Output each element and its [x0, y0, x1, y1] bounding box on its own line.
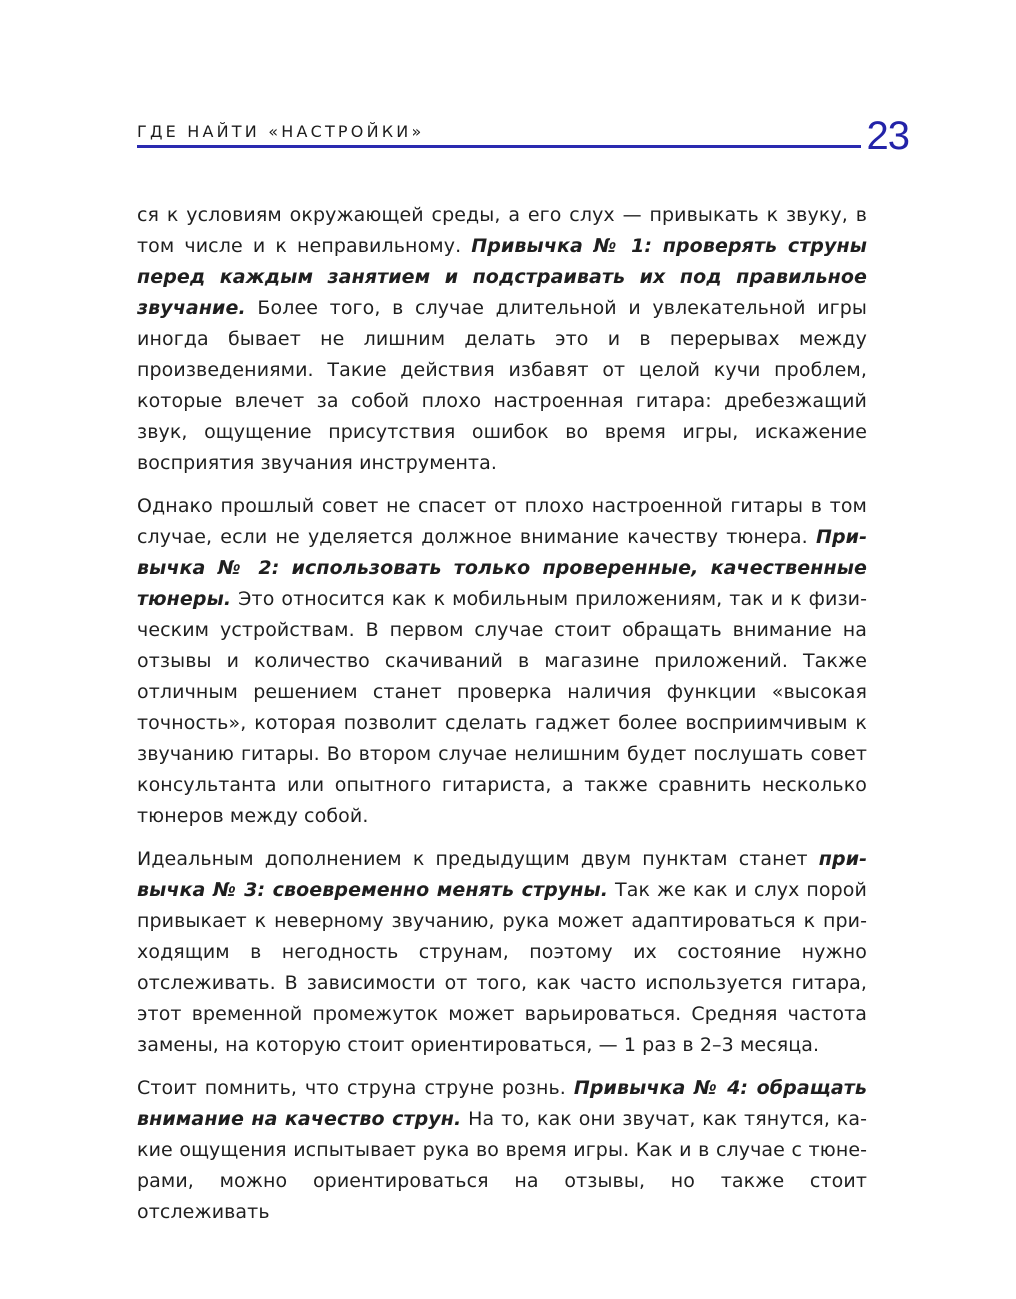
- paragraph: [137, 1073, 867, 1228]
- page-header: [137, 114, 909, 158]
- paragraph-text: Это относится как к мобильным приложениям, так и к физическим устройствам. В первом случае стоит обращать внимание на отзывы и количество скачиваний в магазине приложений. Также отличным решением станет проверка наличия функции «высокая точность», которая позволит сделать гаджет более восприимчивым к звучанию гитары. Во втором случае нелишним будет послушать совет консультанта или опытного гитариста, а также сравнить несколько тюнеров между собой.: [137, 588, 867, 827]
- habit-highlight: привычка № 3: своевременно менять струны.: [137, 848, 867, 901]
- paragraph-text: Более того, в случае длительной и увлекательной игры иногда бывает не лишним делать это и в перерывах между произведениями. Такие действия избавят от целой кучи проблем, которые влечет за собой плохо настроенная гитара: дребезжащий звук, ощущение присутствия ошибок во время игры, искажение восприятия звучания инструмента.: [137, 297, 867, 474]
- habit-highlight: Привычка № 4: обращать внимание на качество струн.: [137, 1077, 867, 1130]
- body-text: [137, 200, 867, 1240]
- paragraph-text: Так же как и слух порой привыкает к неверному звучанию, рука может адаптироваться к приходящим в негодность струнам, поэтому их состояние нужно отслеживать. В зависимости от того, как часто используется гитара, этот временной промежуток может варьироваться. Средняя частота замены, на которую стоит ориентироваться, — 1 раз в 2–3 месяца.: [137, 879, 867, 1056]
- page-number: 23: [866, 114, 909, 158]
- paragraph-text: Однако прошлый совет не спасет от плохо настроенной гитары в том случае, если не уделяется должное внимание качеству тюнера.: [137, 495, 867, 548]
- running-head: ГДЕ НАЙТИ «НАСТРОЙКИ»: [137, 122, 425, 141]
- habit-highlight: Привычка № 1: проверять струны перед каждым занятием и подстраивать их под правильное звучание.: [137, 235, 867, 319]
- paragraph-text: Стоит помнить, что струна струне рознь.: [137, 1077, 574, 1099]
- paragraph-text: ся к условиям окружающей среды, а его слух — привыкать к звуку, в том числе и к неправильному.: [137, 204, 867, 257]
- paragraph: [137, 200, 867, 479]
- habit-highlight: Привычка № 2: использовать только проверенные, качественные тюнеры.: [137, 526, 867, 610]
- paragraph-text: На то, как они звучат, как тянутся, какие ощущения испытывает рука во время игры. Как и в случае с тюнерами, можно ориентироваться на отзывы, но также стоит отслеживать: [137, 1108, 867, 1223]
- header-rule: [137, 145, 861, 148]
- paragraph-text: Идеальным дополнением к предыдущим двум пунктам станет: [137, 848, 819, 870]
- paragraph: [137, 491, 867, 832]
- paragraph: [137, 844, 867, 1061]
